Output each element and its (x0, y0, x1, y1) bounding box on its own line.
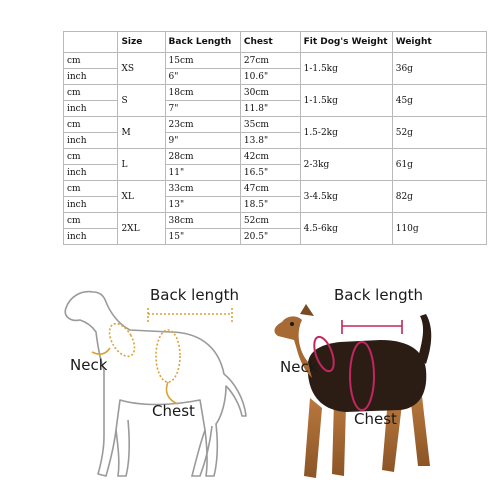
dog-photo-illustration (250, 270, 500, 500)
diagram-neck-label: Neck (70, 356, 108, 374)
unit-cell: cm (64, 117, 118, 133)
chest-cell: 47cm (240, 181, 300, 197)
unit-cell: inch (64, 165, 118, 181)
unit-cell: inch (64, 197, 118, 213)
back-length-cell: 28cm (165, 149, 240, 165)
dog-outline-shape (65, 292, 246, 476)
back-length-cell: 13" (165, 197, 240, 213)
weight-cell: 82g (392, 181, 486, 213)
neck-measure-ring (104, 319, 139, 360)
chest-arrow (166, 382, 178, 404)
unit-cell: inch (64, 101, 118, 117)
unit-cell: inch (64, 69, 118, 85)
chest-cell: 16.5" (240, 165, 300, 181)
photo-back-length-label: Back length (334, 286, 423, 304)
back-length-cell: 6" (165, 69, 240, 85)
header-fit-weight: Fit Dog's Weight (300, 32, 392, 53)
header-chest: Chest (240, 32, 300, 53)
back-length-cell: 18cm (165, 85, 240, 101)
size-cell: L (118, 149, 165, 181)
back-length-cell: 15" (165, 229, 240, 245)
chest-cell: 42cm (240, 149, 300, 165)
neck-arrow (92, 348, 110, 354)
unit-cell: cm (64, 85, 118, 101)
dog-outline-hind-leg (192, 426, 212, 476)
dog-photo-tail (418, 314, 431, 364)
fit-weight-cell: 2-3kg (300, 149, 392, 181)
fit-weight-cell: 1-1.5kg (300, 53, 392, 85)
back-length-cell: 7" (165, 101, 240, 117)
back-length-cell: 9" (165, 133, 240, 149)
dog-photo-eye (290, 322, 294, 326)
weight-cell: 110g (392, 213, 486, 245)
dog-outline-svg (0, 270, 250, 500)
size-cell: S (118, 85, 165, 117)
fit-weight-cell: 4.5-6kg (300, 213, 392, 245)
weight-cell: 52g (392, 117, 486, 149)
header-weight: Weight (392, 32, 486, 53)
diagram-back-length-label: Back length (150, 286, 239, 304)
table-row (64, 149, 487, 165)
table-row (64, 117, 487, 133)
fit-weight-cell: 1.5-2kg (300, 117, 392, 149)
chest-measure-ring (156, 330, 180, 382)
unit-cell: cm (64, 181, 118, 197)
header-size: Size (118, 32, 165, 53)
chest-cell: 13.8" (240, 133, 300, 149)
dog-outline-front-leg (116, 420, 129, 476)
table-row (64, 85, 487, 101)
table-row (64, 53, 487, 69)
terrier-photo-svg (250, 270, 500, 500)
header-unit (64, 32, 118, 53)
dog-photo-body (308, 340, 427, 412)
back-length-cell: 38cm (165, 213, 240, 229)
fit-weight-cell: 1-1.5kg (300, 85, 392, 117)
size-cell: M (118, 117, 165, 149)
table-header-row (64, 32, 487, 53)
table-body (64, 53, 487, 245)
back-length-cell: 11" (165, 165, 240, 181)
weight-cell: 45g (392, 85, 486, 117)
back-length-cell: 15cm (165, 53, 240, 69)
weight-cell: 36g (392, 53, 486, 85)
size-cell: 2XL (118, 213, 165, 245)
chest-cell: 10.6" (240, 69, 300, 85)
chest-cell: 35cm (240, 117, 300, 133)
unit-cell: cm (64, 149, 118, 165)
unit-cell: cm (64, 53, 118, 69)
back-length-cell: 23cm (165, 117, 240, 133)
chest-cell: 20.5" (240, 229, 300, 245)
size-cell: XL (118, 181, 165, 213)
dog-outline-diagram (0, 270, 250, 500)
unit-cell: inch (64, 133, 118, 149)
size-chart-table (63, 31, 487, 245)
dog-photo-ear (300, 304, 314, 316)
chest-cell: 27cm (240, 53, 300, 69)
chest-cell: 30cm (240, 85, 300, 101)
back-length-cell: 33cm (165, 181, 240, 197)
table-row (64, 181, 487, 197)
chest-cell: 18.5" (240, 197, 300, 213)
header-back-length: Back Length (165, 32, 240, 53)
photo-neck-label: Neck (280, 358, 318, 376)
size-cell: XS (118, 53, 165, 85)
weight-cell: 61g (392, 149, 486, 181)
unit-cell: inch (64, 229, 118, 245)
photo-chest-label: Chest (354, 410, 397, 428)
unit-cell: cm (64, 213, 118, 229)
fit-weight-cell: 3-4.5kg (300, 181, 392, 213)
chest-cell: 52cm (240, 213, 300, 229)
chest-cell: 11.8" (240, 101, 300, 117)
table-row (64, 213, 487, 229)
diagram-chest-label: Chest (152, 402, 195, 420)
